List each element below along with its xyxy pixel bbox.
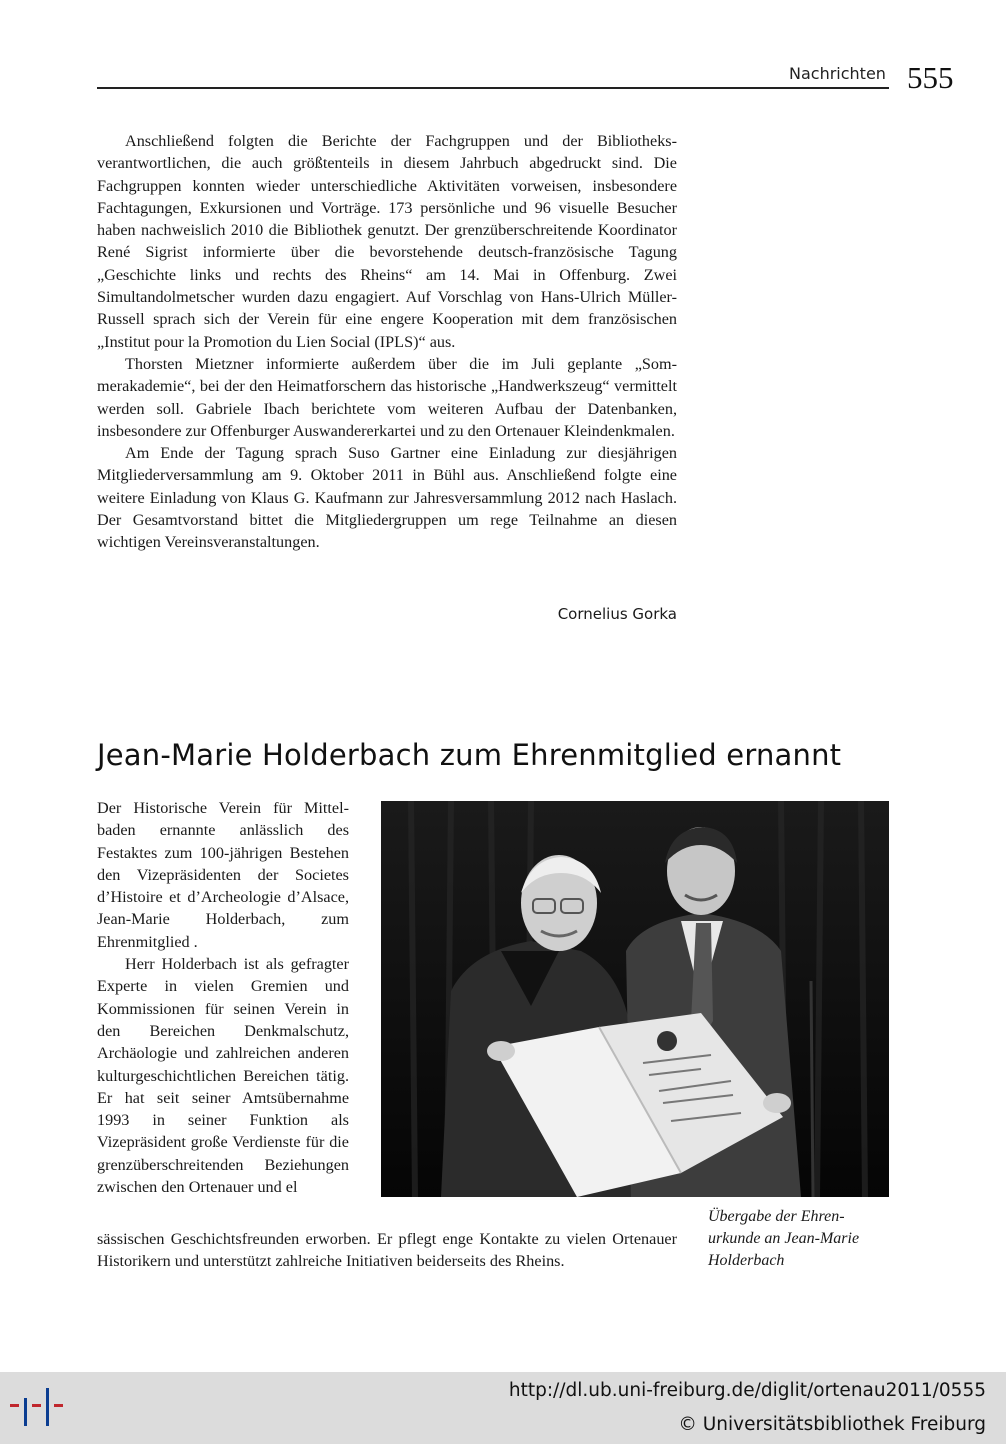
report-paragraph-3: Am Ende der Tagung sprach Suso Gartner eine Einladung zur diesjährigen Mitgliederversammlung am 9. Oktober 2011 in Bühl aus. Anschließend folgte eine weitere Einladung von Klaus G. Kaufmann zur Jahresversammlung 2012 nach Haslach. Der Gesamtvorstand bittet die Mitgliedergruppen um rege Teilnahme an diesen wichtigen Vereinsveranstaltungen. [97, 444, 677, 552]
footer-url-link[interactable]: http://dl.ub.uni-freiburg.de/diglit/ortenau2011/0555 [508, 1380, 986, 1401]
footer-copyright: © Universitätsbibliothek Freiburg [678, 1414, 986, 1435]
article-body-narrow [97, 797, 349, 1198]
article-title: Jean-Marie Holderbach zum Ehrenmitglied ernannt [97, 738, 842, 772]
report-paragraph-2: Thorsten Mietzner informierte außerdem über die im Juli geplante „Sommerakademie“, bei der den Heimatforschern das historische „Handwerkszeug“ vermittelt werden soll. Gabriele Ibach berichtete vom weiteren Aufbau der Datenbanken, insbesondere zur Offenburger Auswandererkartei und zu den Ortenauer Kleindenkmalen. [97, 354, 677, 440]
photo-caption: Übergabe der Ehrenurkunde an Jean-Marie Holderbach [708, 1208, 860, 1269]
footer-bar [0, 1372, 1006, 1444]
page-number: 555 [907, 60, 954, 95]
article-body-wide: sässischen Geschichtsfreunden erworben. Er pflegt enge Kontakte zu vielen Ortenauer Historikern und unterstützt zahlreiche Initiativen beiderseits des Rheins. [97, 1230, 677, 1271]
article-paragraph-2: Herr Holderbach ist als gefragter Experte in vielen Gremien und Kommissionen für seinen Verein in den Bereichen Denkmalschutz, Archäologie und zahlreichen anderen kulturgeschichtlichen Bereichen tätig. Er hat seit seiner Amtsübernahme 1993 in seiner Funktion als Vizepräsident große Verdienste für die grenzüberschreitenden Beziehungen zwischen den Ortenauer und el [97, 955, 349, 1197]
running-header-section: Nachrichten [789, 64, 886, 83]
article-paragraph-1: Der Historische Verein für Mittelbaden ernannte anlässlich des Festaktes zum 100-jährigen Bestehen den Vizepräsidenten der Societes d’Histoire et d’Archeologie d’Alsace, Jean-Marie Holderbach, zum Ehrenmitglied . [97, 799, 349, 951]
report-body [97, 130, 677, 554]
report-author: Cornelius Gorka [557, 605, 677, 623]
award-photo [381, 801, 889, 1197]
award-photo-image [381, 801, 889, 1197]
library-logo-icon [10, 1384, 64, 1430]
header-rule [97, 87, 889, 89]
report-paragraph-1: Anschließend folgten die Berichte der Fachgruppen und der Bibliotheksverantwortlichen, die auch größtenteils in diesem Jahrbuch abgedruckt sind. Die Fachgruppen konnten wieder unterschiedliche Aktivitäten vorweisen, insbesondere Fachtagungen, Exkursionen und Vorträge. 173 persönliche und 96 visuelle Besucher haben nachweislich 2010 die Bibliothek genutzt. Der grenzüberschreitende Koordinator René Sigrist informierte über die bevorstehende deutsch-französische Tagung „Geschichte links und rechts des Rheins“ am 14. Mai in Offenburg. Zwei Simultandolmetscher wurden dazu engagiert. Auf Vorschlag von Hans-Ulrich Müller-Russell sprach sich der Verein für eine engere Kooperation mit dem französischen „Institut pour la Promotion du Lien Social (IPLS)“ aus. [97, 132, 677, 351]
